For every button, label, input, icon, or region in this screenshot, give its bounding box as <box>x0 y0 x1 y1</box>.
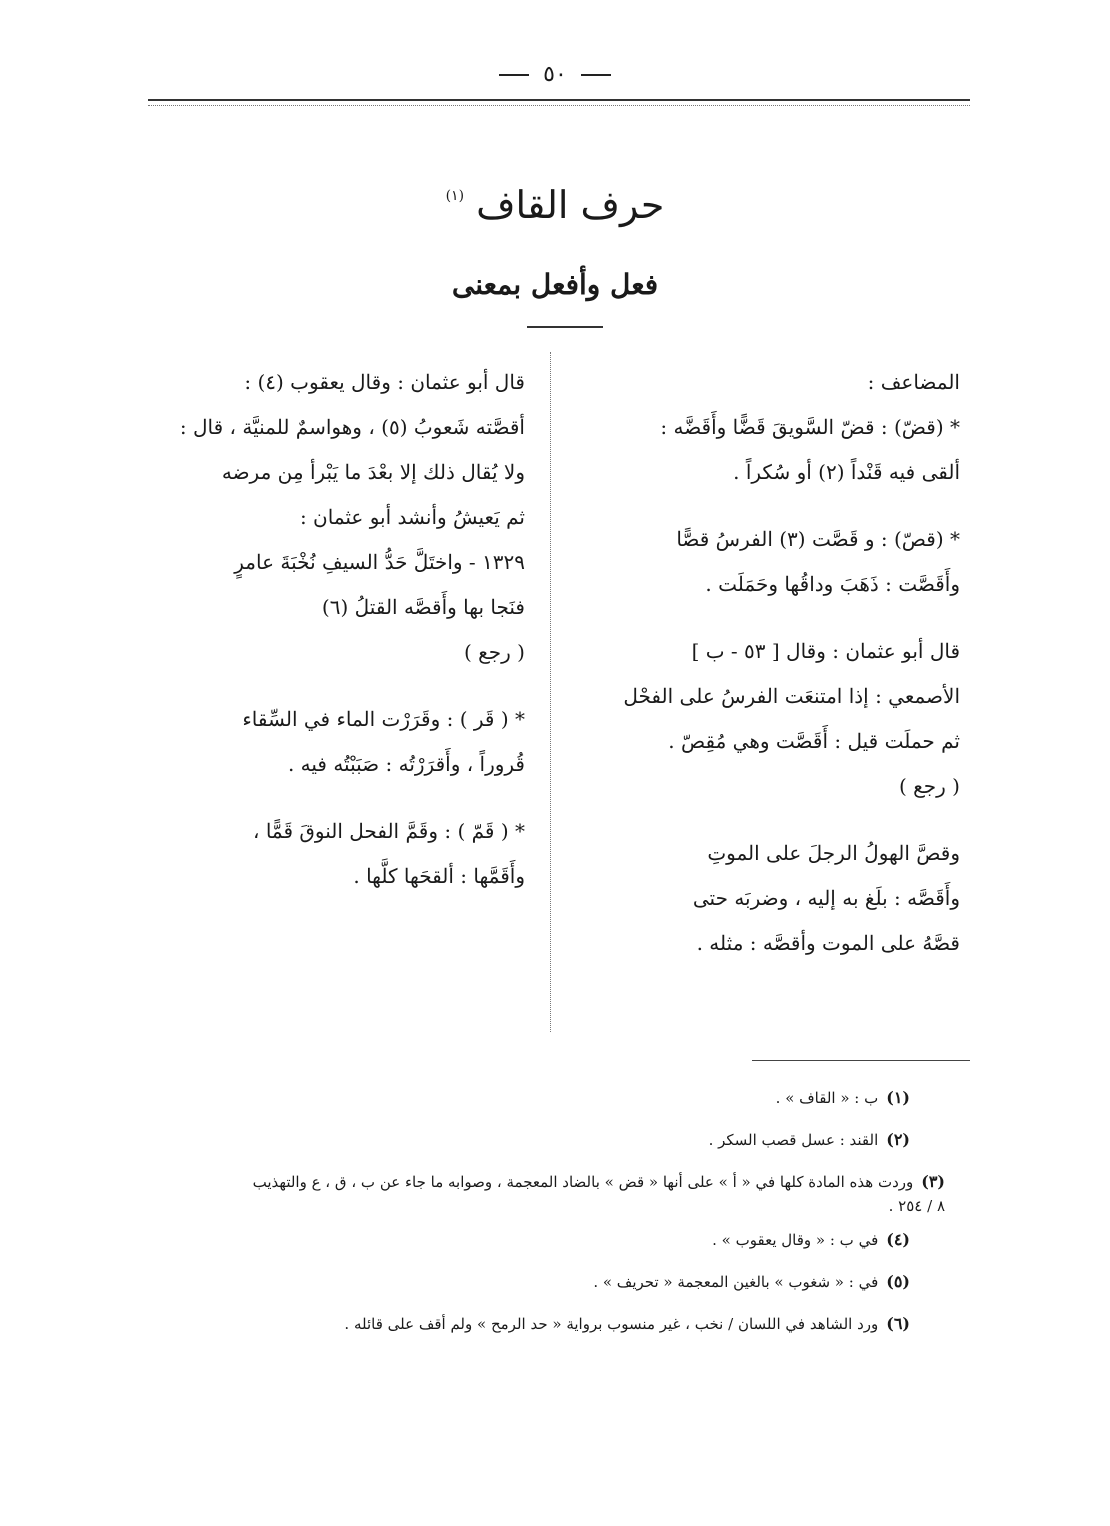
text-line: * ( قَمّ ) : وقَمَّ الفحل النوقَ قَمًّا ، <box>253 819 525 843</box>
section-rule <box>527 326 603 328</box>
column-divider <box>550 352 551 1032</box>
text-line: ولا يُقال ذلك إلا بعْدَ ما يَبْرأ مِن مرضه <box>221 460 525 484</box>
text-line: وقصَّ الهولُ الرجلَ على الموتِ <box>707 841 960 865</box>
footnote-number: (١) <box>886 1088 910 1107</box>
right-column <box>580 360 960 966</box>
text-line: قصَّهُ على الموت وأقصَّه : مثله . <box>696 931 960 955</box>
verse-line: ١٣٢٩ - واختَلَّ حَدُّ السيفِ نُخْبَةَ عامرٍ <box>234 550 525 574</box>
footnote <box>150 1128 910 1152</box>
text-line: ( رجع ) <box>464 640 525 664</box>
footnote <box>150 1312 910 1336</box>
text-line: المضاعف : <box>867 370 960 394</box>
text-line: قُروراً ، وأَقرَرْتُه : صَبَبْتُه فيه . <box>287 752 525 776</box>
chapter-footnote-mark: (١) <box>445 188 465 204</box>
text-line: قال أبو عثمان : وقال يعقوب (٤) : <box>244 370 525 394</box>
page-number-text: ٥٠ <box>543 62 567 87</box>
footnote <box>150 1270 910 1294</box>
section-title: فعل وأفعل بمعنى <box>451 268 659 301</box>
verse-line: فنَجا بها وأَقصَّه القتلُ (٦) <box>321 595 525 619</box>
text-line: ( رجع ) <box>899 774 960 798</box>
footnote-number: (٢) <box>886 1130 910 1149</box>
footnote-text: في ب : « وقال يعقوب » . <box>712 1231 879 1249</box>
text-line: وأَقَصَّت : ذَهَبَ وداقُها وحَمَلَت . <box>705 572 960 596</box>
footnote-number: (٥) <box>886 1272 910 1291</box>
footnote-text: ورد الشاهد في اللسان / نخب ، غير منسوب برواية « حد الرمح » ولم أقف على قائله . <box>344 1315 879 1333</box>
dash-right <box>499 74 529 76</box>
header-rule <box>148 99 970 101</box>
text-line: وأَقَصَّه : بلَغ به إليه ، وضربَه حتى <box>692 886 960 910</box>
left-column <box>135 360 525 899</box>
footnote <box>150 1228 910 1252</box>
footnote-rule <box>752 1060 970 1061</box>
text-line: وأَقَمَّها : ألقحَها كلَّها . <box>353 864 525 888</box>
text-line: * (قضّ) : قضّ السَّويقَ قَضًّا وأَقَضَّه : <box>660 415 960 439</box>
footnote-number: (٤) <box>886 1230 910 1249</box>
text-line: قال أبو عثمان : وقال [ ٥٣ - ب ] <box>691 639 960 663</box>
footnote-text: وردت هذه المادة كلها في « أ » على أنها « قض » بالضاد المعجمة ، وصوابه ما جاء عن ب ، ق ، ع والتهذيب <box>252 1173 914 1191</box>
chapter-title-text: حرف القاف <box>476 183 665 227</box>
footnote-text: ب : « القاف » . <box>775 1089 879 1107</box>
text-line: ثم يَعيشُ وأنشد أبو عثمان : <box>299 505 525 529</box>
text-line: الأصمعي : إذا امتنعَت الفرسُ على الفحْل <box>623 684 960 708</box>
footnote <box>150 1170 945 1218</box>
footnote-continuation: ٨ / ٢٥٤ . <box>888 1197 945 1215</box>
footnote-text: في : « شغوب » بالغين المعجمة « تحريف » . <box>593 1273 879 1291</box>
footnotes <box>150 1086 945 1354</box>
text-line: ألقى فيه قَنْداً (٢) أو سُكراً . <box>733 460 960 484</box>
text-line: * ( قَر ) : وقَرَرْت الماء في السِّقاء <box>242 707 525 731</box>
page-number <box>0 62 1110 87</box>
text-line: * (قصّ) : و قَصَّت (٣) الفرسُ قصًّا <box>676 527 960 551</box>
dash-left <box>581 74 611 76</box>
text-line: ثم حملَت قيل : أَقَصَّت وهي مُقِصّ . <box>668 729 960 753</box>
header-rule-dotted <box>148 105 970 106</box>
text-line: أقصَّته شَعوبُ (٥) ، وهواسمٌ للمنيَّة ، قال : <box>179 415 525 439</box>
footnote-number: (٣) <box>921 1172 945 1191</box>
footnote <box>150 1086 910 1110</box>
footnote-text: القند : عسل قصب السكر . <box>708 1131 879 1149</box>
chapter-title <box>0 183 1110 227</box>
footnote-number: (٦) <box>886 1314 910 1333</box>
